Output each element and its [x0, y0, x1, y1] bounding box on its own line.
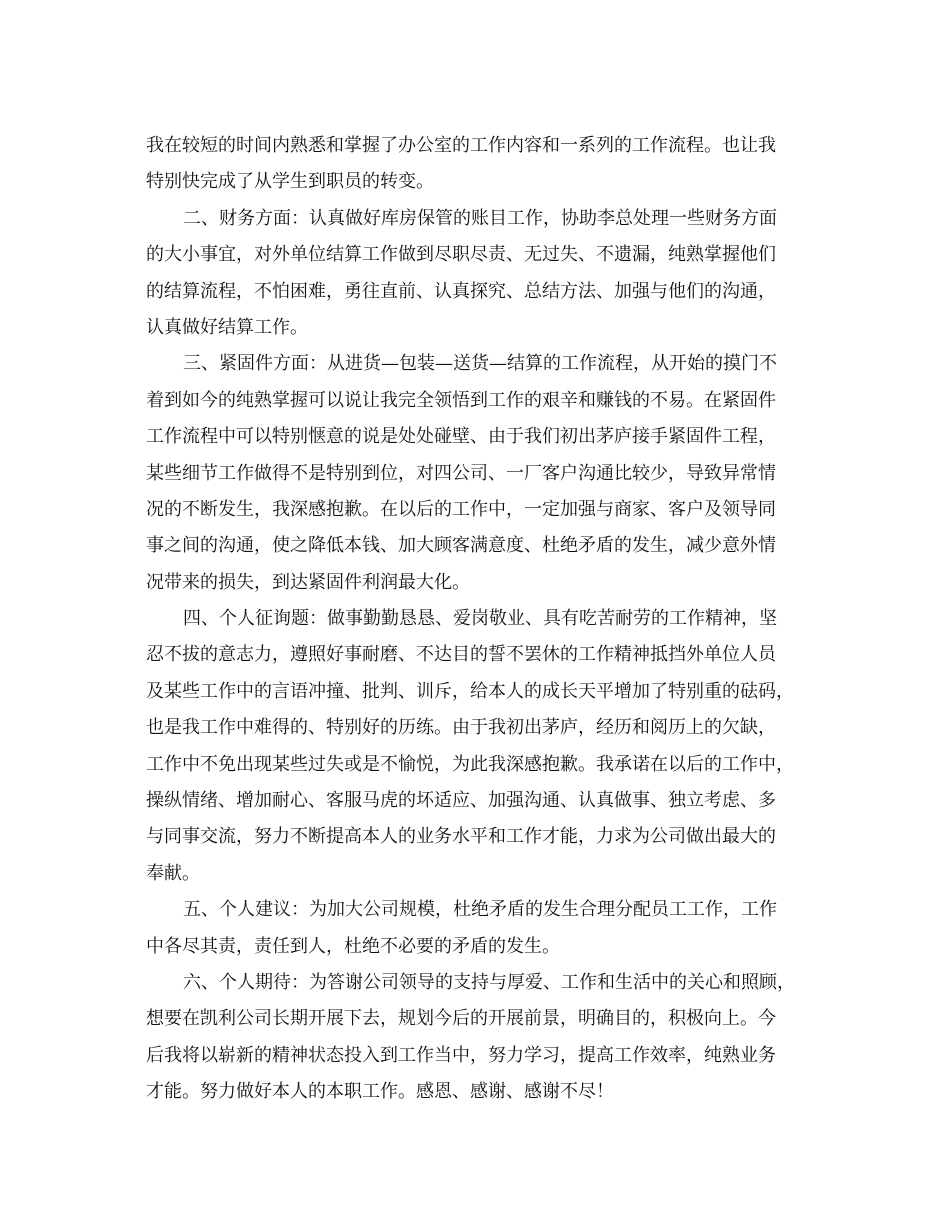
text-line: 工作中不免出现某些过失或是不愉悦，为此我深感抱歉。我承诺在以后的工作中， [146, 753, 794, 775]
text-line: 况的不断发生，我深感抱歉。在以后的工作中，一定加强与商家、客户及领导同 [146, 498, 776, 520]
text-line: 某些细节工作做得不是特别到位，对四公司、一厂客户沟通比较少，导致异常情 [146, 462, 776, 484]
document-body [146, 128, 810, 1111]
text-line: 认真做好结算工作。 [146, 316, 308, 338]
text-line: 的结算流程，不怕困难，勇往直前、认真探究、总结方法、加强与他们的沟通， [146, 280, 776, 302]
text-line: 特别快完成了从学生到职员的转变。 [146, 171, 434, 193]
text-line: 想要在凯利公司长期开展下去，规划今后的开展前景，明确目的，积极向上。今 [146, 1008, 776, 1030]
text-line: 奉献。 [146, 862, 200, 884]
text-line: 与同事交流，努力不断提高本人的业务水平和工作才能，力求为公司做出最大的 [146, 826, 776, 848]
text-line: 的大小事宜，对外单位结算工作做到尽职尽责、无过失、不遗漏，纯熟掌握他们 [146, 244, 776, 266]
text-line: 事之间的沟通，使之降低本钱、加大顾客满意度、杜绝矛盾的发生，减少意外情 [146, 535, 776, 557]
paragraph-first-line: 五、个人建议：为加大公司规模，杜绝矛盾的发生合理分配员工工作，工作 [183, 899, 777, 921]
paragraph-first-line: 三、紧固件方面：从进货—包装—送货—结算的工作流程，从开始的摸门不 [183, 353, 777, 375]
text-line: 后我将以崭新的精神状态投入到工作当中，努力学习，提高工作效率，纯熟业务 [146, 1044, 776, 1066]
text-line: 况带来的损失，到达紧固件利润最大化。 [146, 571, 470, 593]
text-line: 我在较短的时间内熟悉和掌握了办公室的工作内容和一系列的工作流程。也让我 [146, 135, 776, 156]
text-line: 工作流程中可以特别惬意的说是处处碰壁、由于我们初出茅庐接手紧固件工程， [146, 426, 776, 448]
text-line: 才能。努力做好本人的本职工作。感恩、感谢、感谢不尽！ [146, 1081, 614, 1103]
paragraph-first-line: 二、财务方面：认真做好库房保管的账目工作，协助李总处理一些财务方面 [183, 207, 777, 229]
paragraph-first-line: 六、个人期待：为答谢公司领导的支持与厚爱、工作和生活中的关心和照顾， [183, 971, 795, 993]
text-line: 操纵情绪、增加耐心、客服马虎的坏适应、加强沟通、认真做事、独立考虑、多 [146, 790, 776, 812]
paragraph-first-line: 四、个人征询题：做事勤勤恳恳、爱岗敬业、具有吃苦耐劳的工作精神，坚 [183, 608, 777, 630]
text-line: 也是我工作中难得的、特别好的历练。由于我初出茅庐，经历和阅历上的欠缺， [146, 717, 776, 739]
text-line: 中各尽其责，责任到人，杜绝不必要的矛盾的发生。 [146, 935, 560, 957]
text-line: 忍不拔的意志力，遵照好事耐磨、不达目的誓不罢休的工作精神抵挡外单位人员 [146, 644, 776, 666]
text-line: 着到如今的纯熟掌握可以说让我完全领悟到工作的艰辛和赚钱的不易。在紧固件 [146, 389, 776, 411]
text-line: 及某些工作中的言语冲撞、批判、训斥，给本人的成长天平增加了特别重的砝码， [146, 680, 794, 702]
